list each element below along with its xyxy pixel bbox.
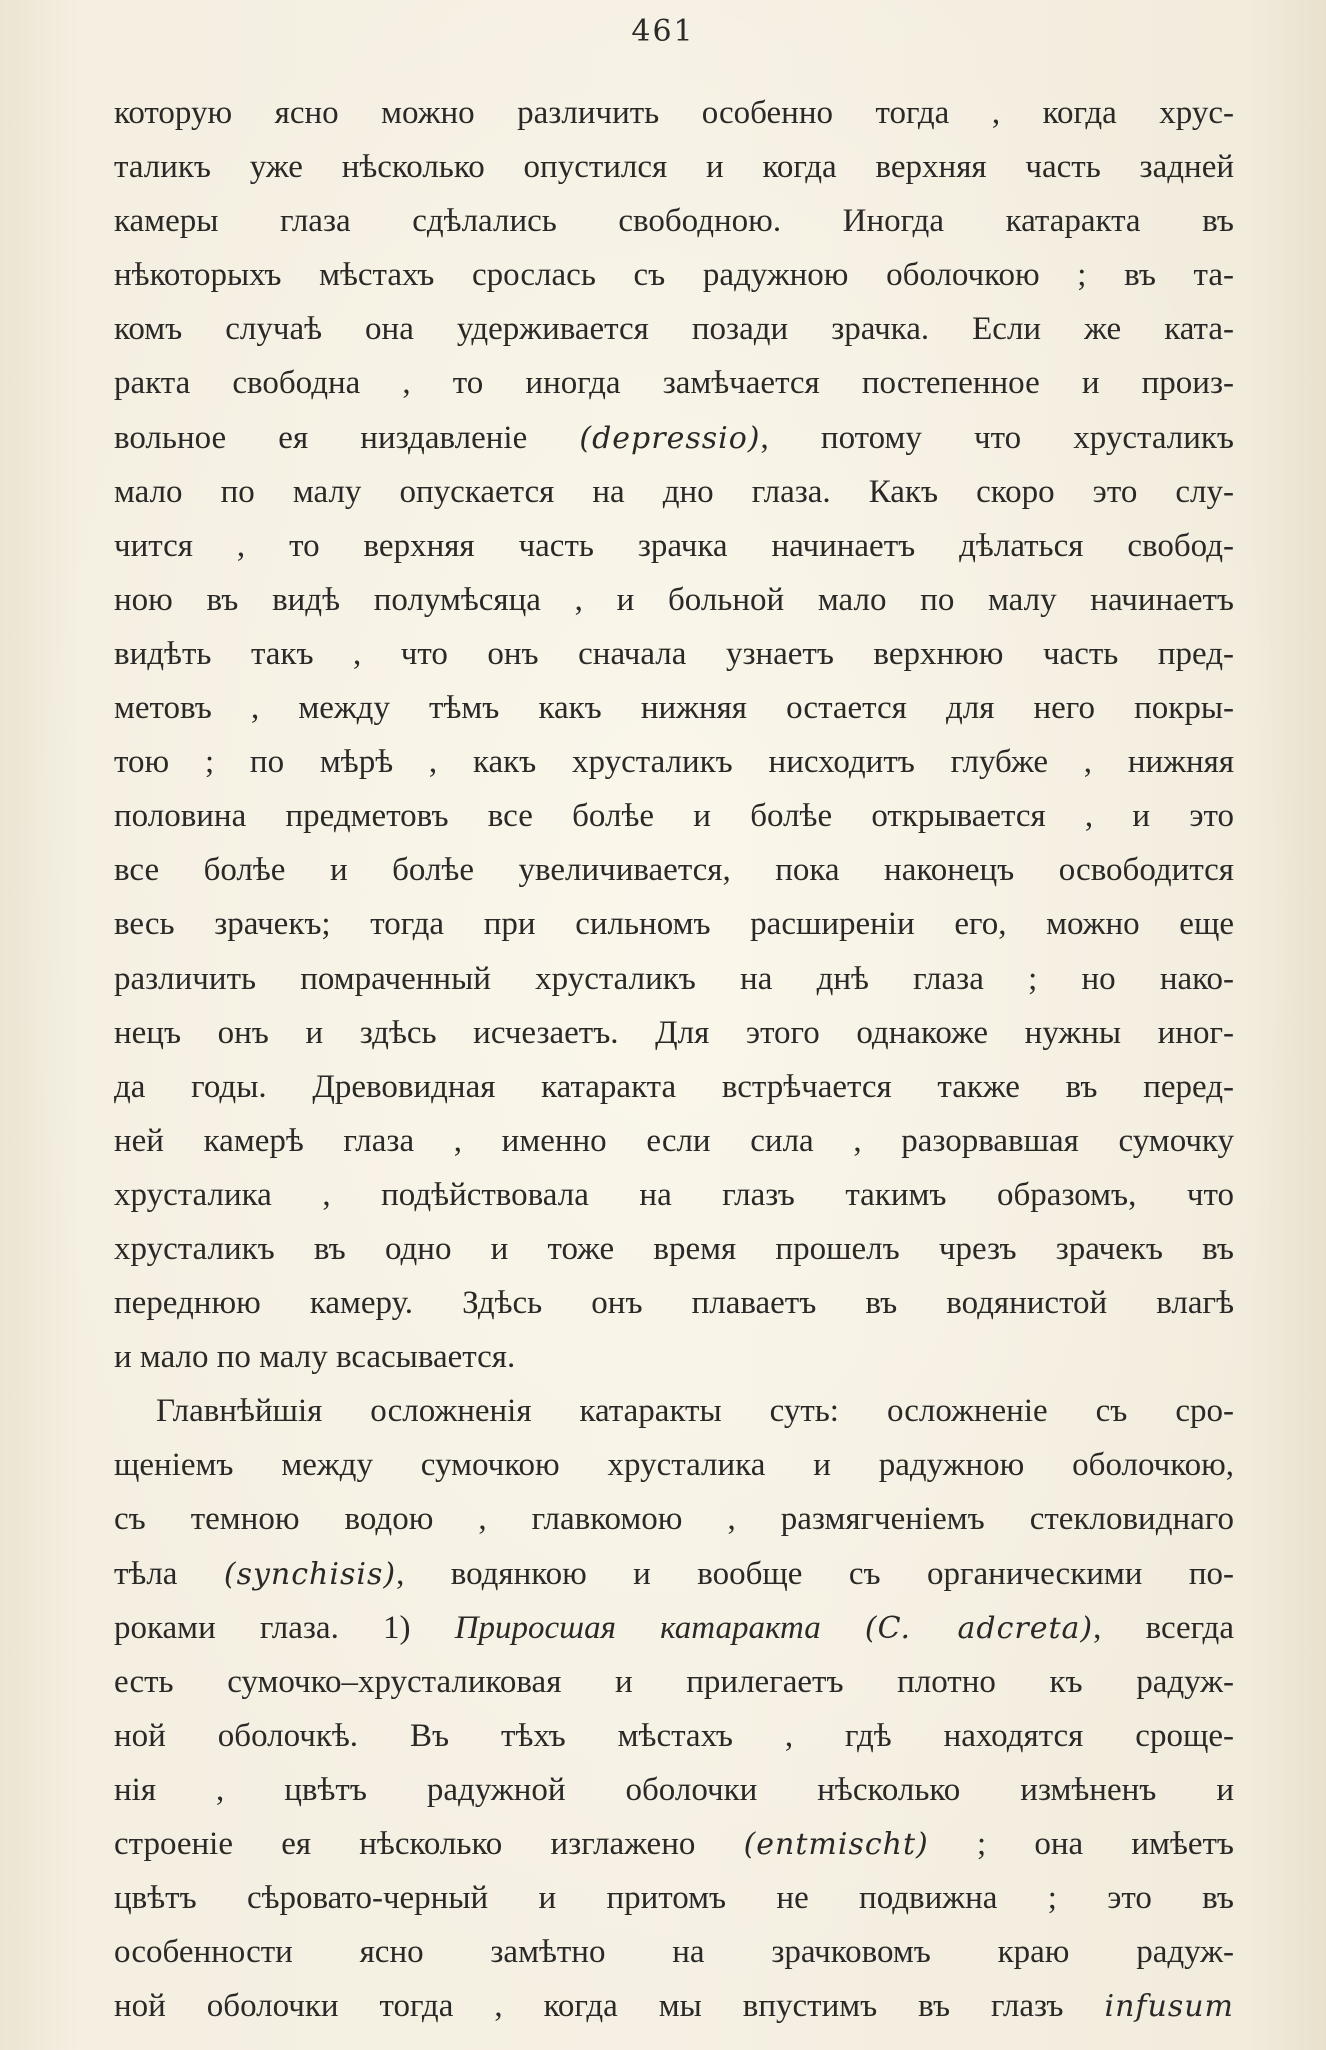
text-segment: строеніе ея нѣсколько изглажено [114, 1826, 744, 1862]
text-line [114, 248, 1234, 302]
text-line [114, 1979, 1234, 2033]
text-segment: таликъ уже нѣсколько опустился и когда верхняя часть задней [114, 149, 1234, 186]
text-line [114, 1655, 1234, 1709]
text-segment: все болѣе и болѣе увеличивается, пока наконецъ освободится [114, 852, 1234, 889]
text-line [114, 1438, 1234, 1492]
text-line [114, 1763, 1234, 1817]
latin-term: (entmischt) [743, 1827, 929, 1862]
text-line [114, 573, 1234, 627]
text-line [114, 1114, 1234, 1168]
text-line [114, 1492, 1234, 1546]
text-segment: ней камерѣ глаза , именно если сила , разорвавшая сумочку [114, 1122, 1234, 1159]
text-segment: различить помраченный хрусталикъ на днѣ глаза ; но нако- [114, 960, 1234, 997]
text-segment: ; она имѣетъ [928, 1826, 1234, 1862]
text-line [114, 627, 1234, 681]
text-segment: весь зрачекъ; тогда при сильномъ расширеніи его, можно еще [114, 906, 1234, 943]
text-line [114, 1547, 1234, 1601]
text-segment: да годы. Древовидная катаракта встрѣчается также въ перед- [114, 1068, 1234, 1105]
text-line [114, 1925, 1234, 1979]
text-line [114, 519, 1234, 573]
text-segment: съ темною водою , главкомою , размягченіемъ стекловиднаго [114, 1501, 1234, 1538]
text-segment: роками глаза. 1) [114, 1609, 455, 1646]
text-line [114, 1168, 1234, 1222]
text-segment: ной оболочкѣ. Въ тѣхъ мѣстахъ , гдѣ находятся сроще- [114, 1717, 1234, 1754]
text-line [114, 140, 1234, 194]
text-line [114, 1384, 1234, 1438]
text-line [114, 1601, 1234, 1655]
latin-term: (synchisis) [223, 1556, 397, 1592]
text-segment: Главнѣйшія осложненія катаракты суть: осложненіе съ сро- [156, 1393, 1234, 1430]
text-segment: нецъ онъ и здѣсь исчезаетъ. Для этого однакоже нужны иног- [114, 1014, 1234, 1051]
latin-term: (C. adcreta) [864, 1610, 1094, 1646]
text-line [114, 465, 1234, 519]
text-segment: , потому что хрусталикъ [760, 419, 1234, 456]
text-line [114, 681, 1234, 735]
text-segment: ной оболочки тогда , когда мы впустимъ въ глазъ [114, 1988, 1105, 2025]
text-segment: и мало по малу всасывается. [114, 1339, 516, 1376]
text-segment: ною въ видѣ полумѣсяца , и больной мало по малу начинаетъ [114, 581, 1234, 618]
text-segment: переднюю камеру. Здѣсь онъ плаваетъ въ водянистой влагѣ [114, 1285, 1234, 1322]
text-segment: есть сумочко–хрусталиковая и прилегаетъ плотно къ радуж- [114, 1663, 1234, 1700]
text-segment: цвѣтъ сѣровато-черный и притомъ не подвижна ; это въ [114, 1880, 1234, 1917]
text-line [114, 1871, 1234, 1925]
text-segment: которую ясно можно различить особенно тогда , когда хрус- [114, 95, 1234, 131]
text-line [114, 1060, 1234, 1114]
text-segment: мало по малу опускается на дно глаза. Какъ скоро это слу- [114, 473, 1234, 510]
text-segment: тою ; по мѣрѣ , какъ хрусталикъ нисходитъ глубже , нижняя [114, 744, 1234, 781]
text-segment: метовъ , между тѣмъ какъ нижняя остается для него покры- [114, 690, 1234, 727]
text-line [114, 194, 1234, 248]
latin-term: (depressio) [579, 420, 761, 456]
text-line [114, 897, 1234, 951]
text-segment: чится , то верхняя часть зрачка начинаетъ дѣлаться свобод- [114, 527, 1234, 564]
text-line [114, 86, 1234, 140]
latin-term: infusum [1104, 1989, 1234, 2025]
text-line [114, 302, 1234, 356]
text-segment: тѣла [114, 1555, 224, 1592]
text-line [114, 411, 1234, 465]
text-segment: ракта свободна , то иногда замѣчается постепенное и произ- [114, 365, 1234, 402]
text-segment: вольное ея низдавленіе [114, 419, 580, 456]
text-line [114, 735, 1234, 789]
text-segment: , водянкою и вообще съ органическими по- [396, 1555, 1234, 1592]
body-text [114, 86, 1234, 2033]
text-line [114, 1276, 1234, 1330]
text-segment: камеры глаза сдѣлались свободною. Иногда катаракта въ [114, 203, 1234, 240]
text-line [114, 843, 1234, 897]
text-line [114, 789, 1234, 843]
text-line [114, 952, 1234, 1006]
text-segment: Приросшая катаракта [454, 1609, 865, 1646]
text-segment: нія , цвѣтъ радужной оболочки нѣсколько измѣненъ и [114, 1771, 1234, 1808]
text-segment: хрусталика , подѣйствовала на глазъ такимъ образомъ, что [114, 1176, 1234, 1213]
text-line [114, 1006, 1234, 1060]
text-line [114, 356, 1234, 410]
text-segment: половина предметовъ все болѣе и болѣе открывается , и это [114, 798, 1234, 835]
text-segment: хрусталикъ въ одно и тоже время прошелъ чрезъ зрачекъ въ [114, 1230, 1234, 1267]
text-line [114, 1817, 1234, 1871]
text-line [114, 1330, 1234, 1384]
text-segment: видѣть такъ , что онъ сначала узнаетъ верхнюю часть пред- [114, 635, 1234, 672]
text-segment: особенности ясно замѣтно на зрачковомъ краю радуж- [114, 1934, 1234, 1971]
text-segment: щеніемъ между сумочкою хрусталика и радужною оболочкою, [114, 1447, 1234, 1484]
text-segment: , всегда [1093, 1609, 1234, 1646]
page-number: 461 [631, 14, 695, 49]
text-segment: комъ случаѣ она удерживается позади зрачка. Если же ката- [114, 311, 1234, 348]
text-line [114, 1709, 1234, 1763]
text-segment: нѣкоторыхъ мѣстахъ срослась съ радужною оболочкою ; въ та- [114, 257, 1234, 294]
text-line [114, 1222, 1234, 1276]
